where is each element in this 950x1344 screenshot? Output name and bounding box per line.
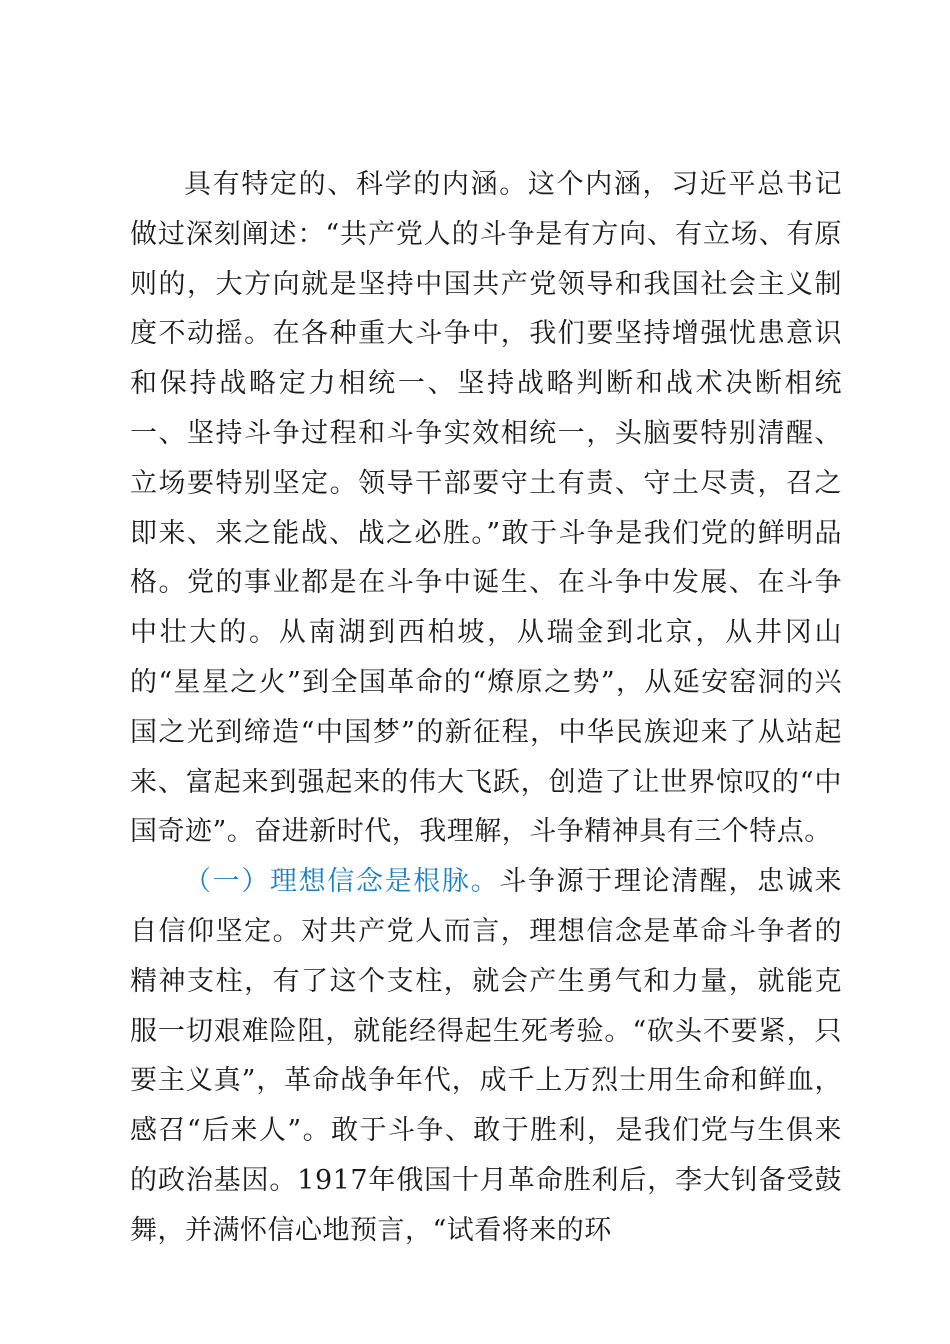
paragraph-intro-text: 具有特定的、科学的内涵。这个内涵，习近平总书记做过深刻阐述：“共产党人的斗争是有方向、有立场、有原则的，大方向就是坚持中国共产党领导和我国社会主义制度不动摇。在各种重大斗争中，我们要坚持增强忧患意识和保持战略定力相统一、坚持战略判断和战术决断相统一、坚持斗争过程和斗争实效相统一，头脑要特别清醒、立场要特别坚定。领导干部要守土有责、守土尽责，召之即来、来之能战、战之必胜。”敢于斗争是我们党的鲜明品格。党的事业都是在斗争中诞生、在斗争中发展、在斗争中壮大的。从南湖到西柏坡，从瑞金到北京，从井冈山的“星星之火”到全国革命的“燎原之势”，从延安窑洞的兴国之光到缔造“中国梦”的新征程，中华民族迎来了从站起来、富起来到强起来的伟大飞跃，创造了让世界惊叹的“中国奇迹”。奋进新时代，我理解，斗争精神具有三个特点。 bbox=[130, 169, 842, 848]
document-body bbox=[130, 160, 842, 1256]
section-heading: （一）理想信念是根脉。 bbox=[184, 866, 500, 898]
paragraph-section-one-text: 斗争源于理论清醒，忠诚来自信仰坚定。对共产党人而言，理想信念是革命斗争者的精神支柱，有了这个支柱，就会产生勇气和力量，就能克服一切艰难险阻，就能经得起生死考验。“砍头不要紧，只要主义真”，革命战争年代，成千上万烈士用生命和鲜血，感召“后来人”。敢于斗争、敢于胜利，是我们党与生俱来的政治基因。1917年俄国十月革命胜利后，李大钊备受鼓舞，并满怀信心地预言，“试看将来的环 bbox=[130, 866, 842, 1246]
paragraph-intro bbox=[130, 160, 842, 857]
paragraph-section-one bbox=[130, 857, 842, 1255]
